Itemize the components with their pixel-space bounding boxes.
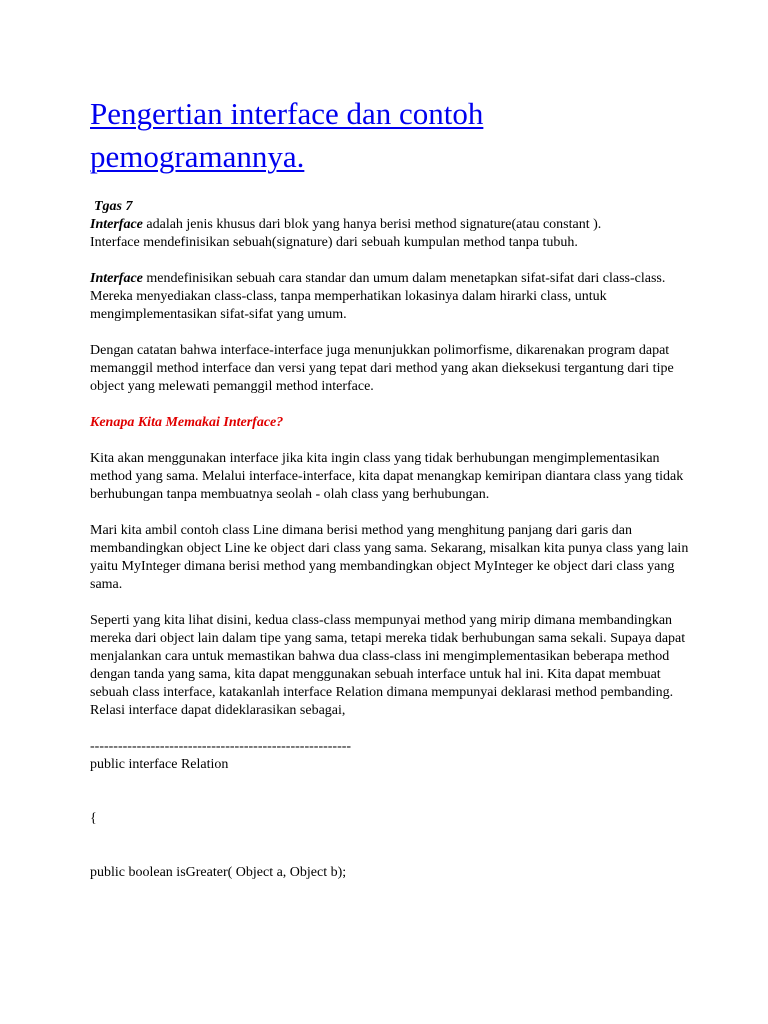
code-line-2: {: [90, 811, 97, 826]
section-heading: Kenapa Kita Memakai Interface?: [90, 415, 284, 430]
paragraph-6: Seperti yang kita lihat disini, kedua class-class mempunyai method yang mirip dimana membandingkan mereka dari object lain dalam tipe yang sama, tetapi mereka tidak berhubungan sama sekali. Supaya dapat menjalankan cara untuk memastikan bahwa dua class-class ini mengimplementasikan beberapa method dengan tanda yang sama, kita dapat menggunakan sebuah interface untuk hal ini. Kita dapat membuat sebuah class interface, katakanlah interface Relation dimana mempunyai deklarasi method pembanding. Relasi interface dapat dideklarasikan sebagai,: [90, 613, 686, 718]
paragraph-3: Dengan catatan bahwa interface-interface juga menunjukkan polimorfisme, dikarenakan program dapat memanggil method interface dan versi yang tepat dari method yang akan dieksekusi tergantung dari tipe object yang melewati pemanggil method interface.: [90, 343, 674, 394]
paragraph-5: Mari kita ambil contoh class Line dimana berisi method yang menghitung panjang dari garis dan membandingkan object Line ke object dari class yang sama. Sekarang, misalkan kita punya class yang lain yaitu MyInteger dimana berisi method yang membandingkan object MyInteger ke object dari class yang sama.: [90, 523, 689, 592]
paragraph-2: [90, 270, 690, 324]
paragraph-1-text: adalah jenis khusus dari blok yang hanya berisi method signature(atau constant ). Interface mendefinisikan sebuah(signature) dari sebuah kumpulan method tanpa tubuh.: [90, 217, 602, 250]
paragraph-4: Kita akan menggunakan interface jika kita ingin class yang tidak berhubungan mengimplementasikan method yang sama. Melalui interface-interface, kita dapat menangkap kemiripan diantara class yang tidak berhubungan tanpa membuatnya seolah - olah class yang berhubungan.: [90, 451, 684, 502]
code-line-3: public boolean isGreater( Object a, Object b);: [90, 865, 347, 880]
term-interface: Interface: [90, 217, 143, 232]
paragraph-2-text: mendefinisikan sebuah cara standar dan umum dalam menetapkan sifat-sifat dari class-class. Mereka menyediakan class-class, tanpa memperhatikan lokasinya dalam hirarki class, untuk mengimplementasikan sifat-sifat yang umum.: [90, 271, 666, 322]
code-line-1: public interface Relation: [90, 757, 229, 772]
document-page: [90, 92, 690, 882]
page-title[interactable]: Pengertian interface dan contoh pemogramannya.: [90, 96, 484, 174]
paragraph-1: [90, 216, 635, 252]
subtitle: Tgas 7: [94, 199, 133, 214]
divider-line: --------------------------------------------------------: [90, 739, 352, 754]
term-interface: Interface: [90, 271, 143, 286]
